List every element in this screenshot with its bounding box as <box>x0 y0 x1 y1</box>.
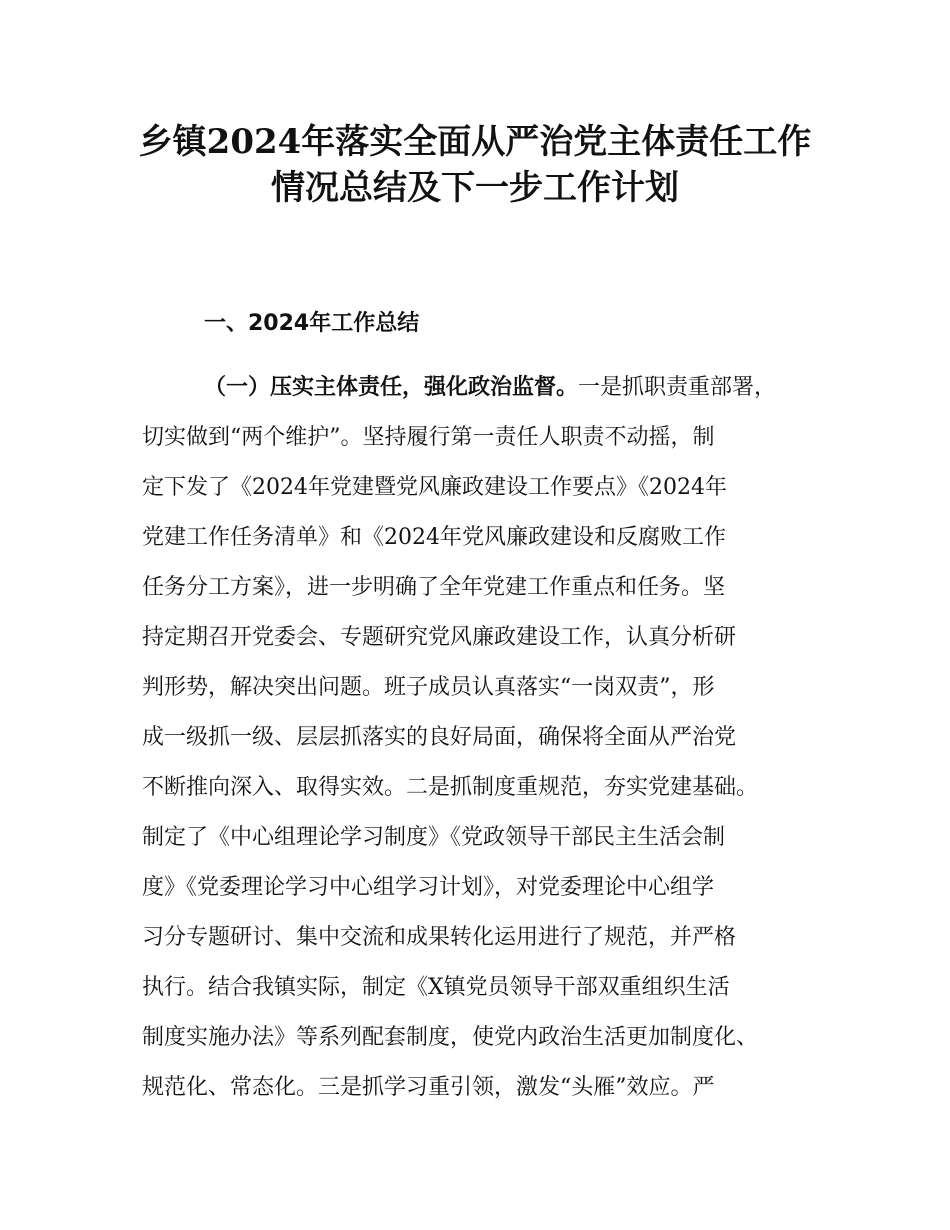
paragraph-line: 度》《党委理论学习中心组学习计划》，对党委理论中心组学 <box>142 875 715 900</box>
paragraph-line: 判形势，解决突出问题。班子成员认真落实“一岗双责”，形 <box>142 675 715 700</box>
paragraph-line <box>204 370 832 406</box>
paragraph-line-text: 一是抓职责重部署， <box>578 375 777 400</box>
paragraph-line: 制度实施办法》等系列配套制度，使党内政治生活更加制度化、 <box>142 1025 759 1050</box>
paragraph-line: 执行。结合我镇实际，制定《X镇党员领导干部双重组织生活 <box>142 975 730 1000</box>
paragraph-line: 切实做到“两个维护”。坚持履行第一责任人职责不动摇，制 <box>142 425 715 450</box>
document-title-line-2: 情况总结及下一步工作计划 <box>271 168 679 208</box>
paragraph-line: 习分专题研讨、集中交流和成果转化运用进行了规范，并严格 <box>142 925 737 950</box>
paragraph-line: 制定了《中心组理论学习制度》《党政领导干部民主生活会制 <box>142 825 726 850</box>
document-title-line-1: 乡镇2024年落实全面从严治党主体责任工作 <box>138 122 812 162</box>
paragraph-line: 规范化、常态化。三是抓学习重引领，激发“头雁”效应。严 <box>142 1075 715 1100</box>
paragraph-lead-heading: （一）压实主体责任，强化政治监督。 <box>204 375 579 400</box>
section-heading-2024-summary: 一、2024年工作总结 <box>204 311 420 336</box>
paragraph-line: 任务分工方案》，进一步明确了全年党建工作重点和任务。坚 <box>142 575 726 600</box>
paragraph-line: 持定期召开党委会、专题研究党风廉政建设工作，认真分析研 <box>142 625 737 650</box>
paragraph-line: 定下发了《2024年党建暨党风廉政建设工作要点》《2024年 <box>142 475 727 500</box>
paragraph-line: 不断推向深入、取得实效。二是抓制度重规范，夯实党建基础。 <box>142 775 759 800</box>
paragraph-line: 党建工作任务清单》和《2024年党风廉政建设和反腐败工作 <box>142 525 726 550</box>
paragraph-line: 成一级抓一级、层层抓落实的良好局面，确保将全面从严治党 <box>142 725 737 750</box>
